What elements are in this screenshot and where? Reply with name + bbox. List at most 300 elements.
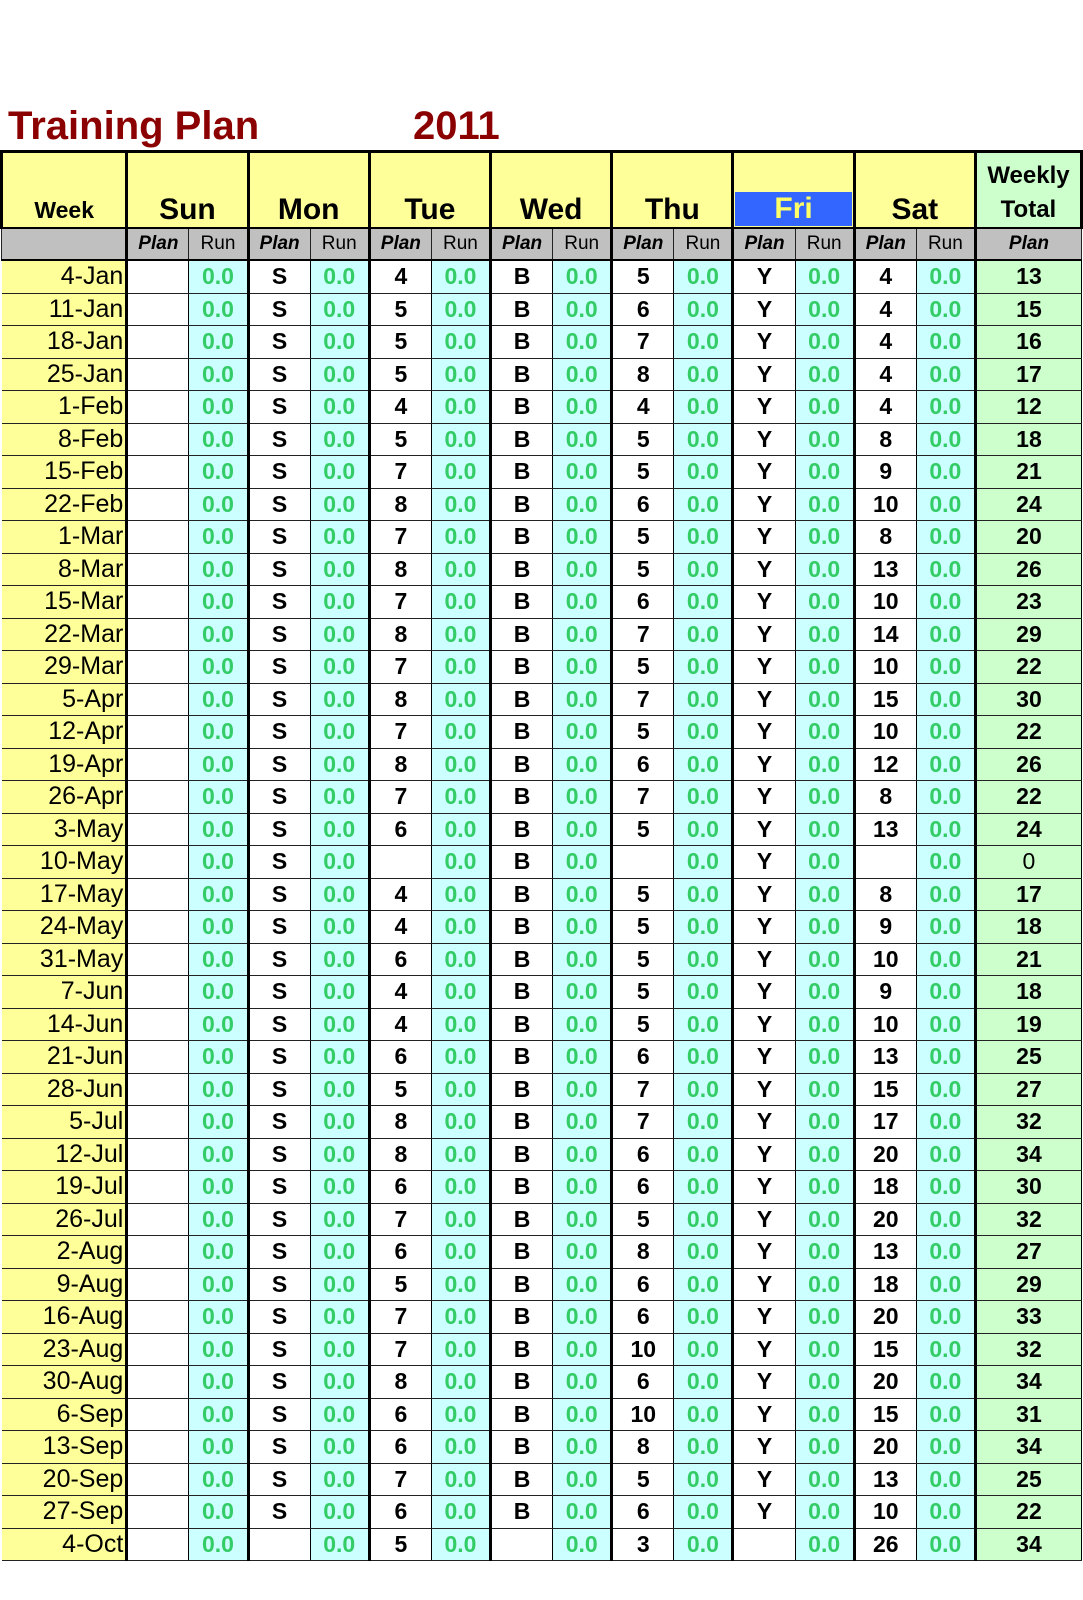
mon-plan-cell[interactable]: S bbox=[248, 943, 310, 976]
thu-run-cell[interactable]: 0.0 bbox=[674, 488, 733, 521]
thu-run-cell[interactable]: 0.0 bbox=[674, 1398, 733, 1431]
thu-plan-cell[interactable]: 4 bbox=[612, 391, 674, 424]
sun-plan-cell[interactable] bbox=[127, 1333, 189, 1366]
sat-plan-cell[interactable]: 20 bbox=[854, 1138, 916, 1171]
wed-plan-cell[interactable]: B bbox=[491, 813, 553, 846]
sat-run-cell[interactable]: 0.0 bbox=[916, 748, 975, 781]
tue-plan-cell[interactable]: 5 bbox=[369, 1073, 431, 1106]
fri-plan-cell[interactable]: Y bbox=[733, 1203, 795, 1236]
sat-run-cell[interactable]: 0.0 bbox=[916, 293, 975, 326]
wed-plan-cell[interactable]: B bbox=[491, 423, 553, 456]
fri-run-cell[interactable]: 0.0 bbox=[795, 326, 854, 359]
sat-plan-cell[interactable]: 10 bbox=[854, 1496, 916, 1529]
wed-run-cell[interactable]: 0.0 bbox=[553, 1398, 612, 1431]
sat-run-cell[interactable]: 0.0 bbox=[916, 716, 975, 749]
tue-plan-cell[interactable]: 7 bbox=[369, 586, 431, 619]
fri-run-cell[interactable]: 0.0 bbox=[795, 813, 854, 846]
fri-run-cell[interactable]: 0.0 bbox=[795, 586, 854, 619]
wed-plan-cell[interactable]: B bbox=[491, 943, 553, 976]
sat-run-cell[interactable]: 0.0 bbox=[916, 423, 975, 456]
sat-run-cell[interactable]: 0.0 bbox=[916, 260, 975, 293]
mon-run-cell[interactable]: 0.0 bbox=[310, 456, 369, 489]
tue-run-cell[interactable]: 0.0 bbox=[431, 716, 490, 749]
thu-run-cell[interactable]: 0.0 bbox=[674, 1236, 733, 1269]
mon-run-cell[interactable]: 0.0 bbox=[310, 1073, 369, 1106]
sat-run-cell[interactable]: 0.0 bbox=[916, 618, 975, 651]
sun-run-cell[interactable]: 0.0 bbox=[189, 813, 248, 846]
thu-run-cell[interactable]: 0.0 bbox=[674, 1496, 733, 1529]
sun-run-cell[interactable]: 0.0 bbox=[189, 1528, 248, 1561]
wed-plan-cell[interactable]: B bbox=[491, 553, 553, 586]
fri-run-cell[interactable]: 0.0 bbox=[795, 618, 854, 651]
fri-plan-cell[interactable]: Y bbox=[733, 976, 795, 1009]
sat-run-cell[interactable]: 0.0 bbox=[916, 1138, 975, 1171]
mon-run-cell[interactable]: 0.0 bbox=[310, 1008, 369, 1041]
wed-plan-cell[interactable]: B bbox=[491, 293, 553, 326]
sat-plan-cell[interactable]: 15 bbox=[854, 1333, 916, 1366]
thu-plan-cell[interactable]: 5 bbox=[612, 521, 674, 554]
sat-plan-cell[interactable]: 4 bbox=[854, 260, 916, 293]
sat-run-cell[interactable]: 0.0 bbox=[916, 911, 975, 944]
wed-plan-cell[interactable]: B bbox=[491, 358, 553, 391]
mon-plan-cell[interactable]: S bbox=[248, 1138, 310, 1171]
mon-plan-cell[interactable]: S bbox=[248, 1431, 310, 1464]
sun-plan-cell[interactable] bbox=[127, 651, 189, 684]
mon-run-cell[interactable]: 0.0 bbox=[310, 1333, 369, 1366]
mon-run-cell[interactable]: 0.0 bbox=[310, 1106, 369, 1139]
thu-plan-cell[interactable]: 7 bbox=[612, 781, 674, 814]
fri-plan-cell[interactable]: Y bbox=[733, 1171, 795, 1204]
fri-plan-cell[interactable]: Y bbox=[733, 1366, 795, 1399]
tue-plan-cell[interactable]: 4 bbox=[369, 878, 431, 911]
sat-plan-cell[interactable]: 26 bbox=[854, 1528, 916, 1561]
fri-run-cell[interactable]: 0.0 bbox=[795, 521, 854, 554]
fri-run-cell[interactable]: 0.0 bbox=[795, 1398, 854, 1431]
wed-run-cell[interactable]: 0.0 bbox=[553, 456, 612, 489]
mon-run-cell[interactable]: 0.0 bbox=[310, 813, 369, 846]
thu-run-cell[interactable]: 0.0 bbox=[674, 1138, 733, 1171]
fri-run-cell[interactable]: 0.0 bbox=[795, 781, 854, 814]
tue-plan-cell[interactable]: 6 bbox=[369, 1171, 431, 1204]
mon-plan-cell[interactable]: S bbox=[248, 911, 310, 944]
thu-plan-cell[interactable]: 6 bbox=[612, 1041, 674, 1074]
thu-plan-cell[interactable] bbox=[612, 846, 674, 879]
sun-run-cell[interactable]: 0.0 bbox=[189, 1106, 248, 1139]
tue-run-cell[interactable]: 0.0 bbox=[431, 878, 490, 911]
wed-plan-cell[interactable]: B bbox=[491, 1171, 553, 1204]
tue-plan-cell[interactable]: 8 bbox=[369, 618, 431, 651]
mon-run-cell[interactable]: 0.0 bbox=[310, 651, 369, 684]
wed-run-cell[interactable]: 0.0 bbox=[553, 553, 612, 586]
tue-run-cell[interactable]: 0.0 bbox=[431, 1366, 490, 1399]
sat-run-cell[interactable]: 0.0 bbox=[916, 813, 975, 846]
mon-run-cell[interactable]: 0.0 bbox=[310, 781, 369, 814]
tue-run-cell[interactable]: 0.0 bbox=[431, 586, 490, 619]
thu-run-cell[interactable]: 0.0 bbox=[674, 358, 733, 391]
thu-run-cell[interactable]: 0.0 bbox=[674, 260, 733, 293]
header-day-fri[interactable] bbox=[733, 152, 854, 229]
tue-run-cell[interactable]: 0.0 bbox=[431, 781, 490, 814]
wed-plan-cell[interactable]: B bbox=[491, 911, 553, 944]
mon-plan-cell[interactable]: S bbox=[248, 1398, 310, 1431]
sat-run-cell[interactable]: 0.0 bbox=[916, 1431, 975, 1464]
mon-plan-cell[interactable]: S bbox=[248, 553, 310, 586]
sun-plan-cell[interactable] bbox=[127, 748, 189, 781]
thu-plan-cell[interactable]: 6 bbox=[612, 1366, 674, 1399]
mon-plan-cell[interactable] bbox=[248, 1528, 310, 1561]
sun-plan-cell[interactable] bbox=[127, 391, 189, 424]
thu-run-cell[interactable]: 0.0 bbox=[674, 1171, 733, 1204]
tue-run-cell[interactable]: 0.0 bbox=[431, 1333, 490, 1366]
fri-plan-cell[interactable]: Y bbox=[733, 1236, 795, 1269]
mon-plan-cell[interactable]: S bbox=[248, 846, 310, 879]
sun-plan-cell[interactable] bbox=[127, 488, 189, 521]
mon-plan-cell[interactable]: S bbox=[248, 1463, 310, 1496]
sat-run-cell[interactable]: 0.0 bbox=[916, 1203, 975, 1236]
sun-run-cell[interactable]: 0.0 bbox=[189, 878, 248, 911]
sun-plan-cell[interactable] bbox=[127, 1073, 189, 1106]
fri-run-cell[interactable]: 0.0 bbox=[795, 683, 854, 716]
fri-plan-cell[interactable]: Y bbox=[733, 326, 795, 359]
sun-plan-cell[interactable] bbox=[127, 1301, 189, 1334]
sat-plan-cell[interactable]: 4 bbox=[854, 391, 916, 424]
wed-plan-cell[interactable]: B bbox=[491, 488, 553, 521]
sat-plan-cell[interactable] bbox=[854, 846, 916, 879]
thu-plan-cell[interactable]: 8 bbox=[612, 358, 674, 391]
tue-run-cell[interactable]: 0.0 bbox=[431, 1073, 490, 1106]
tue-plan-cell[interactable]: 5 bbox=[369, 293, 431, 326]
mon-run-cell[interactable]: 0.0 bbox=[310, 260, 369, 293]
sat-plan-cell[interactable]: 17 bbox=[854, 1106, 916, 1139]
sat-plan-cell[interactable]: 10 bbox=[854, 943, 916, 976]
wed-plan-cell[interactable]: B bbox=[491, 651, 553, 684]
thu-run-cell[interactable]: 0.0 bbox=[674, 911, 733, 944]
mon-plan-cell[interactable]: S bbox=[248, 651, 310, 684]
thu-plan-cell[interactable]: 5 bbox=[612, 553, 674, 586]
sat-plan-cell[interactable]: 18 bbox=[854, 1171, 916, 1204]
sun-run-cell[interactable]: 0.0 bbox=[189, 293, 248, 326]
sun-plan-cell[interactable] bbox=[127, 1138, 189, 1171]
thu-plan-cell[interactable]: 8 bbox=[612, 1236, 674, 1269]
thu-run-cell[interactable]: 0.0 bbox=[674, 293, 733, 326]
thu-plan-cell[interactable]: 7 bbox=[612, 618, 674, 651]
thu-plan-cell[interactable]: 5 bbox=[612, 943, 674, 976]
tue-run-cell[interactable]: 0.0 bbox=[431, 358, 490, 391]
fri-run-cell[interactable]: 0.0 bbox=[795, 488, 854, 521]
sun-plan-cell[interactable] bbox=[127, 1008, 189, 1041]
fri-plan-cell[interactable]: Y bbox=[733, 456, 795, 489]
thu-run-cell[interactable]: 0.0 bbox=[674, 1301, 733, 1334]
sat-run-cell[interactable]: 0.0 bbox=[916, 326, 975, 359]
mon-plan-cell[interactable]: S bbox=[248, 293, 310, 326]
sun-plan-cell[interactable] bbox=[127, 716, 189, 749]
tue-plan-cell[interactable]: 5 bbox=[369, 1268, 431, 1301]
mon-plan-cell[interactable]: S bbox=[248, 586, 310, 619]
thu-plan-cell[interactable]: 5 bbox=[612, 813, 674, 846]
wed-plan-cell[interactable]: B bbox=[491, 391, 553, 424]
thu-run-cell[interactable]: 0.0 bbox=[674, 1333, 733, 1366]
tue-plan-cell[interactable]: 6 bbox=[369, 943, 431, 976]
fri-run-cell[interactable]: 0.0 bbox=[795, 943, 854, 976]
tue-run-cell[interactable]: 0.0 bbox=[431, 651, 490, 684]
sun-plan-cell[interactable] bbox=[127, 1431, 189, 1464]
fri-run-cell[interactable]: 0.0 bbox=[795, 1171, 854, 1204]
tue-plan-cell[interactable]: 6 bbox=[369, 1236, 431, 1269]
thu-run-cell[interactable]: 0.0 bbox=[674, 683, 733, 716]
tue-run-cell[interactable]: 0.0 bbox=[431, 813, 490, 846]
thu-plan-cell[interactable]: 6 bbox=[612, 488, 674, 521]
fri-run-cell[interactable]: 0.0 bbox=[795, 553, 854, 586]
tue-plan-cell[interactable]: 5 bbox=[369, 1528, 431, 1561]
sat-plan-cell[interactable]: 15 bbox=[854, 1398, 916, 1431]
wed-plan-cell[interactable]: B bbox=[491, 1041, 553, 1074]
tue-plan-cell[interactable]: 7 bbox=[369, 716, 431, 749]
wed-plan-cell[interactable]: B bbox=[491, 586, 553, 619]
thu-run-cell[interactable]: 0.0 bbox=[674, 1203, 733, 1236]
mon-plan-cell[interactable]: S bbox=[248, 878, 310, 911]
fri-run-cell[interactable]: 0.0 bbox=[795, 1301, 854, 1334]
tue-plan-cell[interactable]: 4 bbox=[369, 976, 431, 1009]
sun-run-cell[interactable]: 0.0 bbox=[189, 846, 248, 879]
thu-plan-cell[interactable]: 6 bbox=[612, 586, 674, 619]
sun-plan-cell[interactable] bbox=[127, 1203, 189, 1236]
mon-run-cell[interactable]: 0.0 bbox=[310, 1203, 369, 1236]
wed-plan-cell[interactable]: B bbox=[491, 1333, 553, 1366]
wed-run-cell[interactable]: 0.0 bbox=[553, 1366, 612, 1399]
sat-run-cell[interactable]: 0.0 bbox=[916, 651, 975, 684]
thu-run-cell[interactable]: 0.0 bbox=[674, 781, 733, 814]
fri-plan-cell[interactable]: Y bbox=[733, 748, 795, 781]
sat-plan-cell[interactable]: 8 bbox=[854, 423, 916, 456]
sun-plan-cell[interactable] bbox=[127, 326, 189, 359]
fri-plan-cell[interactable]: Y bbox=[733, 911, 795, 944]
thu-run-cell[interactable]: 0.0 bbox=[674, 976, 733, 1009]
mon-run-cell[interactable]: 0.0 bbox=[310, 618, 369, 651]
sat-run-cell[interactable]: 0.0 bbox=[916, 456, 975, 489]
wed-plan-cell[interactable] bbox=[491, 1528, 553, 1561]
mon-plan-cell[interactable]: S bbox=[248, 1203, 310, 1236]
fri-run-cell[interactable]: 0.0 bbox=[795, 1496, 854, 1529]
fri-plan-cell[interactable]: Y bbox=[733, 391, 795, 424]
mon-plan-cell[interactable]: S bbox=[248, 423, 310, 456]
tue-plan-cell[interactable]: 6 bbox=[369, 1041, 431, 1074]
sun-run-cell[interactable]: 0.0 bbox=[189, 618, 248, 651]
fri-run-cell[interactable]: 0.0 bbox=[795, 423, 854, 456]
sat-plan-cell[interactable]: 8 bbox=[854, 878, 916, 911]
sat-plan-cell[interactable]: 12 bbox=[854, 748, 916, 781]
fri-run-cell[interactable]: 0.0 bbox=[795, 1463, 854, 1496]
sun-plan-cell[interactable] bbox=[127, 1268, 189, 1301]
tue-run-cell[interactable]: 0.0 bbox=[431, 553, 490, 586]
sat-run-cell[interactable]: 0.0 bbox=[916, 1398, 975, 1431]
mon-plan-cell[interactable]: S bbox=[248, 1366, 310, 1399]
mon-run-cell[interactable]: 0.0 bbox=[310, 1171, 369, 1204]
tue-plan-cell[interactable]: 4 bbox=[369, 911, 431, 944]
mon-run-cell[interactable]: 0.0 bbox=[310, 1268, 369, 1301]
mon-plan-cell[interactable]: S bbox=[248, 488, 310, 521]
sat-run-cell[interactable]: 0.0 bbox=[916, 586, 975, 619]
sun-run-cell[interactable]: 0.0 bbox=[189, 1171, 248, 1204]
mon-run-cell[interactable]: 0.0 bbox=[310, 1431, 369, 1464]
wed-plan-cell[interactable]: B bbox=[491, 1106, 553, 1139]
sun-plan-cell[interactable] bbox=[127, 911, 189, 944]
fri-run-cell[interactable]: 0.0 bbox=[795, 976, 854, 1009]
tue-run-cell[interactable]: 0.0 bbox=[431, 1496, 490, 1529]
mon-plan-cell[interactable]: S bbox=[248, 1333, 310, 1366]
mon-run-cell[interactable]: 0.0 bbox=[310, 846, 369, 879]
sun-plan-cell[interactable] bbox=[127, 1041, 189, 1074]
fri-plan-cell[interactable]: Y bbox=[733, 1333, 795, 1366]
fri-plan-cell[interactable]: Y bbox=[733, 1301, 795, 1334]
sat-run-cell[interactable]: 0.0 bbox=[916, 781, 975, 814]
sun-run-cell[interactable]: 0.0 bbox=[189, 1366, 248, 1399]
wed-run-cell[interactable]: 0.0 bbox=[553, 716, 612, 749]
mon-plan-cell[interactable]: S bbox=[248, 521, 310, 554]
wed-plan-cell[interactable]: B bbox=[491, 1398, 553, 1431]
fri-run-cell[interactable]: 0.0 bbox=[795, 391, 854, 424]
sat-plan-cell[interactable]: 4 bbox=[854, 293, 916, 326]
tue-run-cell[interactable]: 0.0 bbox=[431, 1398, 490, 1431]
sat-plan-cell[interactable]: 4 bbox=[854, 326, 916, 359]
tue-plan-cell[interactable]: 8 bbox=[369, 1106, 431, 1139]
mon-plan-cell[interactable]: S bbox=[248, 260, 310, 293]
wed-run-cell[interactable]: 0.0 bbox=[553, 943, 612, 976]
mon-run-cell[interactable]: 0.0 bbox=[310, 1301, 369, 1334]
wed-run-cell[interactable]: 0.0 bbox=[553, 1268, 612, 1301]
sun-run-cell[interactable]: 0.0 bbox=[189, 1008, 248, 1041]
sun-plan-cell[interactable] bbox=[127, 1171, 189, 1204]
tue-run-cell[interactable]: 0.0 bbox=[431, 911, 490, 944]
sat-plan-cell[interactable]: 13 bbox=[854, 553, 916, 586]
wed-run-cell[interactable]: 0.0 bbox=[553, 1301, 612, 1334]
sun-plan-cell[interactable] bbox=[127, 683, 189, 716]
tue-plan-cell[interactable] bbox=[369, 846, 431, 879]
tue-run-cell[interactable]: 0.0 bbox=[431, 1463, 490, 1496]
tue-run-cell[interactable]: 0.0 bbox=[431, 1431, 490, 1464]
sat-run-cell[interactable]: 0.0 bbox=[916, 391, 975, 424]
fri-run-cell[interactable]: 0.0 bbox=[795, 1528, 854, 1561]
sun-plan-cell[interactable] bbox=[127, 878, 189, 911]
tue-plan-cell[interactable]: 7 bbox=[369, 1203, 431, 1236]
mon-run-cell[interactable]: 0.0 bbox=[310, 683, 369, 716]
fri-run-cell[interactable]: 0.0 bbox=[795, 1268, 854, 1301]
mon-run-cell[interactable]: 0.0 bbox=[310, 1138, 369, 1171]
tue-run-cell[interactable]: 0.0 bbox=[431, 488, 490, 521]
wed-run-cell[interactable]: 0.0 bbox=[553, 1203, 612, 1236]
tue-run-cell[interactable]: 0.0 bbox=[431, 1528, 490, 1561]
fri-plan-cell[interactable]: Y bbox=[733, 1496, 795, 1529]
wed-run-cell[interactable]: 0.0 bbox=[553, 1496, 612, 1529]
tue-run-cell[interactable]: 0.0 bbox=[431, 976, 490, 1009]
sat-run-cell[interactable]: 0.0 bbox=[916, 358, 975, 391]
fri-run-cell[interactable]: 0.0 bbox=[795, 1203, 854, 1236]
sun-run-cell[interactable]: 0.0 bbox=[189, 1268, 248, 1301]
mon-run-cell[interactable]: 0.0 bbox=[310, 716, 369, 749]
thu-run-cell[interactable]: 0.0 bbox=[674, 1528, 733, 1561]
sun-plan-cell[interactable] bbox=[127, 781, 189, 814]
sat-run-cell[interactable]: 0.0 bbox=[916, 1008, 975, 1041]
thu-run-cell[interactable]: 0.0 bbox=[674, 1366, 733, 1399]
mon-plan-cell[interactable]: S bbox=[248, 748, 310, 781]
tue-plan-cell[interactable]: 7 bbox=[369, 1333, 431, 1366]
thu-run-cell[interactable]: 0.0 bbox=[674, 1041, 733, 1074]
thu-plan-cell[interactable]: 5 bbox=[612, 260, 674, 293]
sat-run-cell[interactable]: 0.0 bbox=[916, 1301, 975, 1334]
fri-run-cell[interactable]: 0.0 bbox=[795, 716, 854, 749]
thu-run-cell[interactable]: 0.0 bbox=[674, 1008, 733, 1041]
sat-run-cell[interactable]: 0.0 bbox=[916, 488, 975, 521]
mon-run-cell[interactable]: 0.0 bbox=[310, 1496, 369, 1529]
fri-run-cell[interactable]: 0.0 bbox=[795, 293, 854, 326]
thu-plan-cell[interactable]: 5 bbox=[612, 976, 674, 1009]
fri-run-cell[interactable]: 0.0 bbox=[795, 1138, 854, 1171]
wed-run-cell[interactable]: 0.0 bbox=[553, 423, 612, 456]
sun-plan-cell[interactable] bbox=[127, 1106, 189, 1139]
thu-run-cell[interactable]: 0.0 bbox=[674, 326, 733, 359]
wed-run-cell[interactable]: 0.0 bbox=[553, 1463, 612, 1496]
mon-plan-cell[interactable]: S bbox=[248, 1041, 310, 1074]
sun-plan-cell[interactable] bbox=[127, 846, 189, 879]
thu-plan-cell[interactable]: 5 bbox=[612, 1008, 674, 1041]
fri-run-cell[interactable]: 0.0 bbox=[795, 748, 854, 781]
tue-run-cell[interactable]: 0.0 bbox=[431, 1236, 490, 1269]
tue-run-cell[interactable]: 0.0 bbox=[431, 748, 490, 781]
tue-run-cell[interactable]: 0.0 bbox=[431, 846, 490, 879]
wed-run-cell[interactable]: 0.0 bbox=[553, 260, 612, 293]
tue-run-cell[interactable]: 0.0 bbox=[431, 683, 490, 716]
sun-run-cell[interactable]: 0.0 bbox=[189, 1463, 248, 1496]
sat-run-cell[interactable]: 0.0 bbox=[916, 846, 975, 879]
sun-run-cell[interactable]: 0.0 bbox=[189, 423, 248, 456]
sun-plan-cell[interactable] bbox=[127, 358, 189, 391]
fri-plan-cell[interactable]: Y bbox=[733, 1463, 795, 1496]
tue-run-cell[interactable]: 0.0 bbox=[431, 326, 490, 359]
wed-plan-cell[interactable]: B bbox=[491, 748, 553, 781]
sat-run-cell[interactable]: 0.0 bbox=[916, 976, 975, 1009]
thu-run-cell[interactable]: 0.0 bbox=[674, 651, 733, 684]
mon-run-cell[interactable]: 0.0 bbox=[310, 553, 369, 586]
thu-plan-cell[interactable]: 5 bbox=[612, 911, 674, 944]
mon-run-cell[interactable]: 0.0 bbox=[310, 488, 369, 521]
fri-run-cell[interactable]: 0.0 bbox=[795, 358, 854, 391]
wed-run-cell[interactable]: 0.0 bbox=[553, 748, 612, 781]
mon-run-cell[interactable]: 0.0 bbox=[310, 878, 369, 911]
sun-run-cell[interactable]: 0.0 bbox=[189, 943, 248, 976]
wed-run-cell[interactable]: 0.0 bbox=[553, 1171, 612, 1204]
sun-plan-cell[interactable] bbox=[127, 456, 189, 489]
tue-plan-cell[interactable]: 7 bbox=[369, 521, 431, 554]
sat-run-cell[interactable]: 0.0 bbox=[916, 1073, 975, 1106]
thu-plan-cell[interactable]: 8 bbox=[612, 1431, 674, 1464]
sat-plan-cell[interactable]: 20 bbox=[854, 1203, 916, 1236]
wed-plan-cell[interactable]: B bbox=[491, 1236, 553, 1269]
tue-plan-cell[interactable]: 6 bbox=[369, 813, 431, 846]
mon-plan-cell[interactable]: S bbox=[248, 1268, 310, 1301]
sat-plan-cell[interactable]: 10 bbox=[854, 488, 916, 521]
sun-run-cell[interactable]: 0.0 bbox=[189, 1398, 248, 1431]
mon-plan-cell[interactable]: S bbox=[248, 1106, 310, 1139]
thu-run-cell[interactable]: 0.0 bbox=[674, 521, 733, 554]
sat-plan-cell[interactable]: 10 bbox=[854, 1008, 916, 1041]
sat-plan-cell[interactable]: 10 bbox=[854, 716, 916, 749]
wed-plan-cell[interactable]: B bbox=[491, 521, 553, 554]
tue-plan-cell[interactable]: 7 bbox=[369, 1301, 431, 1334]
sun-run-cell[interactable]: 0.0 bbox=[189, 651, 248, 684]
wed-plan-cell[interactable]: B bbox=[491, 1463, 553, 1496]
sun-run-cell[interactable]: 0.0 bbox=[189, 456, 248, 489]
thu-plan-cell[interactable]: 6 bbox=[612, 1496, 674, 1529]
tue-run-cell[interactable]: 0.0 bbox=[431, 1008, 490, 1041]
